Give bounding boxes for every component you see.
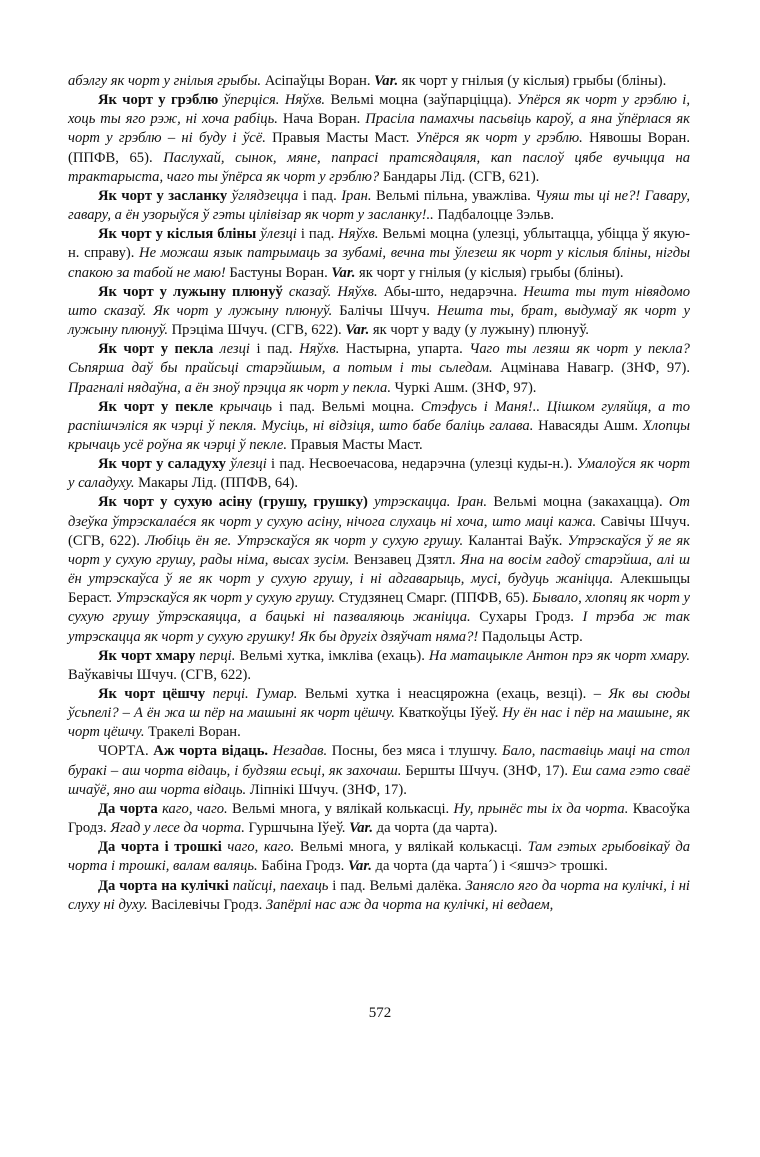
- italic-text: Занясло яго да чорта на кулічкі, і ні слуху ні духу.: [68, 877, 690, 913]
- plain-text: Вельмі хутка, імкліва (ехаць).: [235, 647, 429, 664]
- italic-text: пайсці, паехаць: [228, 877, 329, 894]
- plain-text: Вензавец Дзятл.: [349, 551, 461, 568]
- headword: Як чорт у пекла: [98, 341, 214, 358]
- dictionary-entry: [68, 91, 690, 187]
- headword: Да чорта і трошкі: [98, 839, 222, 856]
- italic-text: Бало, паставіць маці на стол буракі – аш чорта відаць, і будзяш есьці, як захочаш.: [68, 743, 690, 779]
- italic-text: Чуяш ты ці не?! Гавару, гавару, а ён узорыўся ў гэты цілівізар як чорт у засланку!..: [68, 187, 691, 224]
- italic-text: Упёрся як чорт у грэблю.: [415, 130, 583, 147]
- plain-text: Гуршчына Іўеў.: [244, 820, 350, 837]
- plain-text: Правыя Масты Маст.: [287, 436, 423, 453]
- dictionary-entry: [68, 742, 690, 799]
- plain-text: Навасяды Ашм.: [533, 417, 643, 434]
- italic-text: Бывало, хлопяц як чорт у сухую грушу ўтрэскаяцца, а бацькі ні пазваляюць жаніцца.: [68, 590, 691, 626]
- plain-text: Тракелі Воран.: [144, 724, 241, 741]
- italic-text: Любіць ён яе. Утрэскаўся як чорт у сухую грушу.: [145, 532, 464, 549]
- italic-text: чаго, каго.: [221, 839, 295, 856]
- plain-text: Квасоўка Гродз.: [68, 800, 691, 837]
- plain-text: Балічы Шчуч.: [332, 302, 437, 319]
- italic-text: Няўхв.: [338, 226, 379, 243]
- dictionary-entry: [68, 283, 690, 340]
- plain-text: Макары Лід. (ППФВ, 64).: [134, 475, 299, 492]
- headword: Як чорт у пекле: [98, 398, 214, 415]
- italic-text: крычаць: [213, 398, 273, 415]
- headword: Як чорт у саладуху: [98, 456, 226, 473]
- plain-text: і пад.: [296, 226, 339, 243]
- italic-text: Чаго ты лезяш як чорт у пекла? Сьпярша даў бы прайсьці старэйшым, а потым і ты сьледам.: [68, 341, 690, 377]
- italic-text: Еш сама гэто сваё шчаўё, яно аш чорта відаць.: [68, 762, 690, 798]
- italic-text: сказаў. Няўхв.: [282, 283, 378, 300]
- italic-text: абэлгу як чорт у гнілыя грыбы.: [68, 73, 262, 89]
- plain-text: Вельмі многа, у вялікай колькасці.: [294, 839, 528, 856]
- plain-text: Чуркі Ашм. (ЗНФ, 97).: [390, 379, 537, 396]
- dictionary-entry: [68, 455, 690, 493]
- dictionary-entry: [68, 72, 690, 91]
- variant-label: Var.: [331, 264, 356, 281]
- dictionary-entry: [68, 225, 690, 282]
- dictionary-entry: [68, 187, 690, 225]
- plain-text: Бершты Шчуч. (ЗНФ, 17).: [401, 762, 572, 779]
- plain-text: і пад. Несвоечасова, недарэчна (улезці куды-н.).: [266, 456, 577, 473]
- italic-text: Як вы сюды ўсьпелі? – А ён жа ш пёр на машыні як чорт цёшчу.: [68, 686, 690, 722]
- italic-text: Іран.: [341, 187, 372, 204]
- italic-text: ўлезці: [256, 226, 297, 243]
- italic-text: перці. Гумар.: [205, 686, 298, 702]
- headword: Як чорт у засланку: [98, 187, 228, 204]
- plain-text: Бандары Лід. (СГВ, 621).: [379, 168, 540, 185]
- plain-text: Нявошы Воран. (ППФВ, 65).: [68, 130, 690, 166]
- italic-text: Незадав.: [268, 743, 328, 760]
- italic-text: Утрэскаўся ў яе як чорт у сухую грушу, рады німа, высах зусім.: [68, 532, 691, 568]
- headword: Як чорт у сухую асіну (грушу, грушку): [98, 494, 368, 511]
- variant-label: Var.: [374, 73, 399, 89]
- variant-label: Var.: [345, 322, 370, 339]
- plain-text: як чорт у гнілыя (у кіслыя) грыбы (бліны).: [355, 264, 624, 281]
- dictionary-entry: [68, 685, 690, 742]
- plain-text: Кваткоўцы Іўеў.: [394, 705, 503, 722]
- plain-text: Падольцы Астр.: [478, 628, 583, 645]
- headword: Як чорт цёшчу: [98, 686, 206, 702]
- italic-text: Прасіла памахчы пасьвіць кароў, а яна ўпёрлася як чорт у грэблю – ні буду і ўсё.: [68, 111, 690, 147]
- plain-text: Вельмі моцна (улезці, ублытацца, убіцца ў якую-н. справу).: [68, 226, 690, 262]
- italic-text: Яна на восім гадоў старэйша, алі ш ён утрэскаўса ў яе як чорт у сухую грушу, і ні адгаварыць, мусі, будуць жаніцца.: [68, 551, 690, 588]
- plain-text: як чорт у ваду (у лужыну) плюнуў.: [369, 322, 589, 339]
- italic-text: Няўхв.: [299, 341, 340, 358]
- plain-text: Бастуны Воран.: [225, 264, 332, 281]
- plain-text: Ліпнікі Шчуч. (ЗНФ, 17).: [246, 781, 407, 798]
- variant-label: Var.: [347, 858, 372, 875]
- plain-text: і пад.: [249, 341, 300, 358]
- italic-text: Там гэтых грыбовікаў да чорта і трошкі, валам валяць.: [68, 839, 691, 875]
- headword: Як чорт у грэблю: [98, 92, 219, 109]
- headword: Да чорта: [98, 800, 158, 817]
- plain-text: і пад. Вельмі моцна.: [272, 398, 421, 415]
- plain-text: Вельмі пільна, уважліва.: [371, 187, 536, 204]
- headword: Да чорта на кулічкі: [98, 877, 229, 894]
- variant-label: Var.: [349, 820, 374, 837]
- plain-text: Абы-што, недарэчна.: [377, 283, 524, 300]
- italic-text: Запёрлі нас аж да чорта на кулічкі, ні ведаем,: [265, 896, 554, 913]
- headword: Як чорт у кіслыя бліны: [98, 226, 257, 243]
- italic-text: ўперціся. Няўхв.: [218, 92, 326, 109]
- italic-text: Умалоўся як чорт у саладуху.: [68, 456, 691, 492]
- italic-text: лезці: [213, 341, 250, 358]
- dictionary-page-text: [68, 72, 690, 915]
- italic-text: Стэфусь і Маня!.. Цішком гуляйця, а то распішчэліся як чэрці ў пекля. Мусіць, ні відзіця, што бабе баліць галава.: [68, 398, 691, 434]
- plain-text: Асіпаўцы Воран.: [261, 73, 375, 89]
- plain-text: Савічы Шчуч. (СГВ, 622).: [68, 513, 690, 549]
- dictionary-entry: [68, 838, 690, 876]
- plain-text: Вельмі моцна (заўпарціцца).: [325, 92, 518, 109]
- plain-text: Студзянец Смарг. (ППФВ, 65).: [335, 590, 533, 607]
- italic-text: ўглядзецца: [227, 187, 299, 204]
- plain-text: Вельмі моцна (закахацца).: [487, 494, 669, 511]
- plain-text: Ваўкавічы Шчуч. (СГВ, 622).: [68, 666, 252, 683]
- plain-text: Падбалоцце Зэльв.: [433, 207, 555, 224]
- plain-text: Алекшыцы Бераст.: [68, 571, 690, 607]
- page-number: 572: [368, 1005, 392, 1021]
- plain-text: Вельмі хутка і неасцярожна (ехаць, везці). –: [297, 686, 609, 702]
- italic-text: Ну ён нас і пёр на машыне, як чорт цёшчу.: [68, 705, 690, 741]
- italic-text: утрэскацца. Іран.: [367, 494, 488, 511]
- plain-text: Нача Воран.: [277, 111, 366, 128]
- plain-text: да чорта (да чарта´) і <яшчэ> трошкі.: [371, 858, 608, 875]
- italic-text: перці.: [195, 647, 236, 664]
- plain-text: Прэціма Шчуч. (СГВ, 622).: [167, 322, 346, 339]
- italic-text: Ягад у лесе да чорта.: [110, 820, 245, 837]
- italic-text: Паслухай, сынок, мяне, папрасі пратсядацяля, кап паслоў цябе вучыцца на трактарыста, чаго ты ўпёрса як чорт у грэблю?: [68, 149, 690, 185]
- dictionary-entry: [68, 800, 690, 838]
- dictionary-entry: [68, 340, 690, 397]
- italic-text: Не можаш язык патрымаць за зубамі, вечна ты ўлезеш як чорт у кіслыя бліны, нігды спакою за табой не маю!: [68, 245, 691, 281]
- plain-text: Калантаі Ваўк.: [463, 532, 568, 549]
- plain-text: як чорт у гнілыя (у кіслыя) грыбы (бліны).: [398, 73, 667, 89]
- plain-text: Бабіна Гродз.: [257, 858, 348, 875]
- dictionary-entry: [68, 398, 690, 455]
- headword: Як чорт у лужыну плюнуў: [98, 283, 283, 300]
- plain-text: Вельмі многа, у вялікай колькасці.: [227, 800, 454, 817]
- plain-text: Ацмінава Навагр. (ЗНФ, 97).: [492, 360, 690, 377]
- plain-text: і пад. Вельмі далёка.: [328, 877, 466, 894]
- plain-text: Правыя Масты Маст.: [265, 130, 416, 147]
- plain-text: Сухары Гродз.: [470, 609, 583, 626]
- italic-text: каго, чаго.: [157, 800, 228, 817]
- italic-text: І трэба ж так утрэскацца як чорт у сухую грушку! Як бы другіх дзяўчат няма?!: [68, 609, 690, 645]
- italic-text: Ну, прынёс ты іх да чорта.: [453, 800, 629, 817]
- plain-text: і пад.: [298, 187, 342, 204]
- italic-text: От дзеўка ўтрэскалаéся як чорт у сухую асіну, нічога слухаць ні хоча, што маці кажа.: [68, 494, 690, 530]
- dictionary-entry: [68, 877, 690, 915]
- plain-text: ЧОРТА.: [98, 743, 154, 760]
- dictionary-entry: [68, 647, 690, 685]
- headword: Аж чорта відаць.: [153, 743, 269, 760]
- italic-text: Нешта ты тут нівядомо што сказаў. Як чорт у лужыну плюнуў.: [68, 283, 690, 319]
- italic-text: Хлопцы крычаць усё роўна як чэрці ў пекле.: [68, 417, 691, 453]
- italic-text: На матацыкле Антон прэ як чорт хмару.: [428, 647, 690, 664]
- plain-text: Посны, без мяса і тлушчу.: [327, 743, 503, 760]
- headword: Як чорт хмару: [98, 647, 196, 664]
- dictionary-entry: [68, 493, 690, 646]
- italic-text: Прагналі нядаўна, а ён зноў прэцца як чорт у пекла.: [68, 379, 391, 396]
- plain-text: Васілевічы Гродз.: [147, 896, 266, 913]
- italic-text: ўлезці: [225, 456, 267, 473]
- italic-text: Нешта ты, брат, выдумаў як чорт у лужыну плюнуў.: [68, 302, 691, 339]
- plain-text: Настырна, упарта.: [339, 341, 470, 358]
- plain-text: да чорта (да чарта).: [373, 820, 498, 837]
- italic-text: Утрэскаўся як чорт у сухую грушу.: [115, 590, 336, 607]
- italic-text: Упёрся як чорт у грэблю і, хоць ты яго рэж, ні хоча рабіць.: [68, 92, 690, 128]
